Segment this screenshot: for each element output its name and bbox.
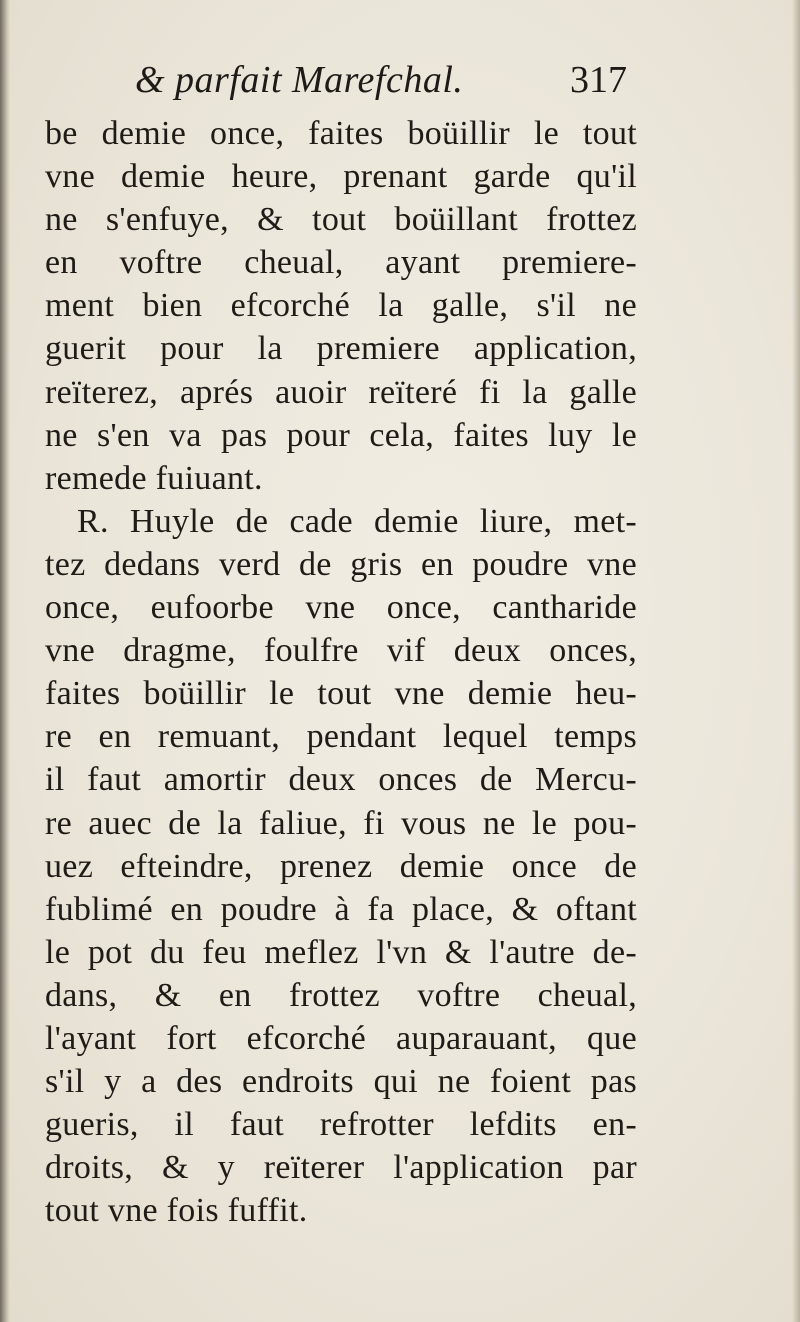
- text-line: guerit pour la premiere application,: [45, 330, 637, 368]
- text-line: dans, & en frottez voftre cheual,: [45, 976, 637, 1014]
- text-line: R. Huyle de cade demie liure, met-: [77, 502, 637, 540]
- running-title: & parfait Marefchal.: [135, 59, 464, 101]
- text-line: en voftre cheual, ayant premiere-: [45, 244, 637, 282]
- page-header: [135, 58, 635, 108]
- text-line: tout vne fois fuffit.: [45, 1192, 308, 1230]
- text-line: vne dragme, foulfre vif deux onces,: [45, 632, 637, 670]
- text-line: re en remuant, pendant lequel temps: [45, 718, 637, 756]
- text-line: ne s'en va pas pour cela, faites luy le: [45, 416, 637, 454]
- text-line: tez dedans verd de gris en poudre vne: [45, 545, 637, 583]
- text-line: fublimé en poudre à fa place, & oftant: [45, 890, 637, 928]
- text-line: ne s'enfuye, & tout boüillant frottez: [45, 201, 637, 239]
- page-number: 317: [570, 59, 627, 101]
- text-line: ment bien efcorché la galle, s'il ne: [45, 287, 637, 325]
- text-line: droits, & y reïterer l'application par: [45, 1149, 637, 1187]
- text-line: l'ayant fort efcorché auparauant, que: [45, 1019, 637, 1057]
- text-line: re auec de la faliue, fi vous ne le pou-: [45, 804, 637, 842]
- text-line: reïterez, aprés auoir reïteré fi la galle: [45, 373, 637, 411]
- text-line: faites boüillir le tout vne demie heu-: [45, 675, 637, 713]
- text-line: gueris, il faut refrotter lefdits en-: [45, 1106, 637, 1144]
- text-line: be demie once, faites boüillir le tout: [45, 115, 637, 152]
- body-text: [45, 112, 637, 1232]
- page-edge: [792, 0, 800, 1322]
- text-line: once, eufoorbe vne once, cantharide: [45, 589, 637, 627]
- text-line: uez efteindre, prenez demie once de: [45, 847, 637, 885]
- text-line: s'il y a des endroits qui ne foient pas: [45, 1063, 637, 1101]
- text-line: le pot du feu meflez l'vn & l'autre de-: [45, 933, 637, 971]
- binding-gutter: [0, 0, 10, 1322]
- text-line: remede fuiuant.: [45, 459, 263, 497]
- text-line: il faut amortir deux onces de Mercu-: [45, 761, 637, 799]
- text-line: vne demie heure, prenant garde qu'il: [45, 158, 637, 196]
